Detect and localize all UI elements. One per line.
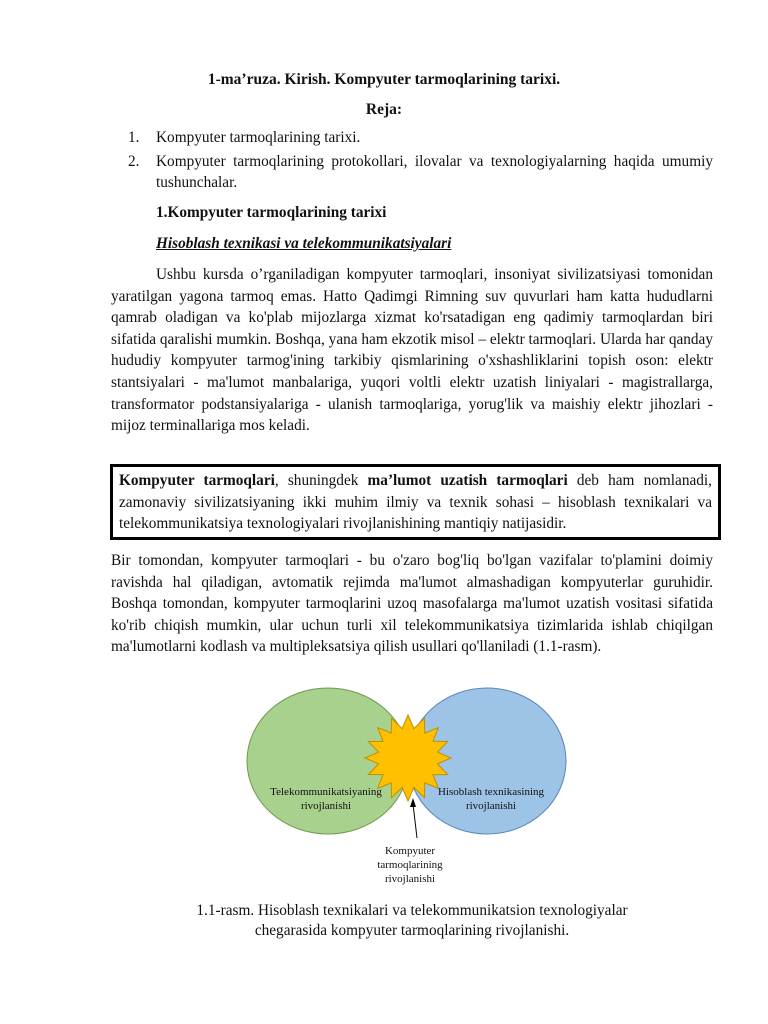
plan-item bbox=[128, 127, 713, 149]
plan-heading: Reja: bbox=[365, 101, 403, 118]
plan-item-text: Kompyuter tarmoqlarining tarixi. bbox=[156, 129, 361, 146]
venn-figure bbox=[240, 686, 580, 886]
computing-label-line-1: Hisoblash texnikasining bbox=[437, 786, 545, 798]
network-label-line-2: tarmoqlarining bbox=[377, 859, 443, 871]
computing-label-line-2: rivojlanishi bbox=[465, 800, 517, 812]
paragraph-1-text: Ushbu kursda o’rganiladigan kompyuter tarmoqlari, insoniyat sivilizatsiyasi tomonidan yaratilgan yagona tarmoq emas. Hatto Qadimgi Rimning suv quvurlari ham katta hududlarni qamrab oladigan va ko'plab mijozlarga xizmat ko'rsatadigan eng qadimiy tarmoqlardan biri sifatida qaralishi mumkin. Boshqa, yana ham ekzotik misol – elektr tarmoqlari. Ularda har qanday hududiy kompyuter tarmog'ining tarkibiy qismlarining o'xshashliklarini topish oson: elektr stantsiyalari - ma'lumot manbalariga, yuqori voltli elektr uzatish liniyalari - magistrallarga, transformator podstansiyalariga - ulanish tarmoqlariga, yorug'lik va maishiy elektr jihozlari - mijoz terminallariga mos keladi. bbox=[111, 266, 713, 435]
paragraph-2: Bir tomondan, kompyuter tarmoqlari - bu o'zaro bog'liq bo'lgan vazifalar to'plamini doimiy ravishda hal qiladigan, avtomatik rejimda ma'lumot almashadigan kompyuterlar guruhidir. Boshqa tomondan, kompyuter tarmoqlarini uzoq masofalarga ma'lumot uzatish vositasi sifatida ko'rib chiqish mumkin, ular uchun turli xil telekommunikatsiya tizimlarida ishlab chiqilgan ma'lumotlarni kodlash va multipleksatsiya qilish usullari qo'llaniladi (1.1-rasm). bbox=[111, 552, 713, 656]
plan-item-text: Kompyuter tarmoqlarining protokollari, ilovalar va texnologiyalarning haqida umumiy tushunchalar. bbox=[156, 152, 713, 192]
arrow-head-icon bbox=[410, 798, 416, 807]
plan-item bbox=[128, 151, 713, 194]
definition-box bbox=[110, 464, 721, 540]
page-title: 1-ma’ruza. Kirish. Kompyuter tarmoqlarining tarixi. bbox=[207, 71, 561, 88]
definition-connector: , shuningdek bbox=[274, 472, 368, 489]
telecom-label-line-2: rivojlanishi bbox=[300, 800, 352, 812]
caption-line-2: chegarasida kompyuter tarmoqlarining rivojlanishi. bbox=[254, 922, 570, 939]
telecom-label bbox=[256, 785, 396, 813]
telecom-label-line-1: Telekommunikatsiyaning bbox=[270, 786, 382, 798]
plan-item-number: 1. bbox=[128, 129, 140, 146]
definition-term-1: Kompyuter tarmoqlari bbox=[119, 472, 275, 489]
network-label bbox=[360, 844, 460, 886]
network-label-line-1: Kompyuter bbox=[384, 845, 436, 857]
caption-line-1: 1.1-rasm. Hisoblash texnikalari va telekommunikatsion texnologiyalar bbox=[196, 902, 628, 919]
computing-label bbox=[426, 785, 556, 813]
pointer-arrow bbox=[413, 804, 417, 838]
plan-item-number: 2. bbox=[128, 152, 140, 170]
subsection-heading: Hisoblash texnikasi va telekommunikatsiyalari bbox=[156, 235, 452, 252]
figure-caption bbox=[111, 901, 713, 941]
network-label-line-3: rivojlanishi bbox=[384, 873, 436, 885]
section-heading: 1.Kompyuter tarmoqlarining tarixi bbox=[156, 204, 387, 221]
definition-rest: deb ham nomlanadi, zamonaviy sivilizatsiyaning ikki muhim ilmiy va texnik sohasi – hisoblash texnikalari va telekommunikatsiya texnologiyalari rivojlanishining mantiqiy natijasidir. bbox=[119, 472, 712, 533]
definition-term-2: ma’lumot uzatish tarmoqlari bbox=[367, 472, 568, 489]
plan-list bbox=[128, 127, 713, 196]
paragraph-1 bbox=[111, 264, 713, 437]
